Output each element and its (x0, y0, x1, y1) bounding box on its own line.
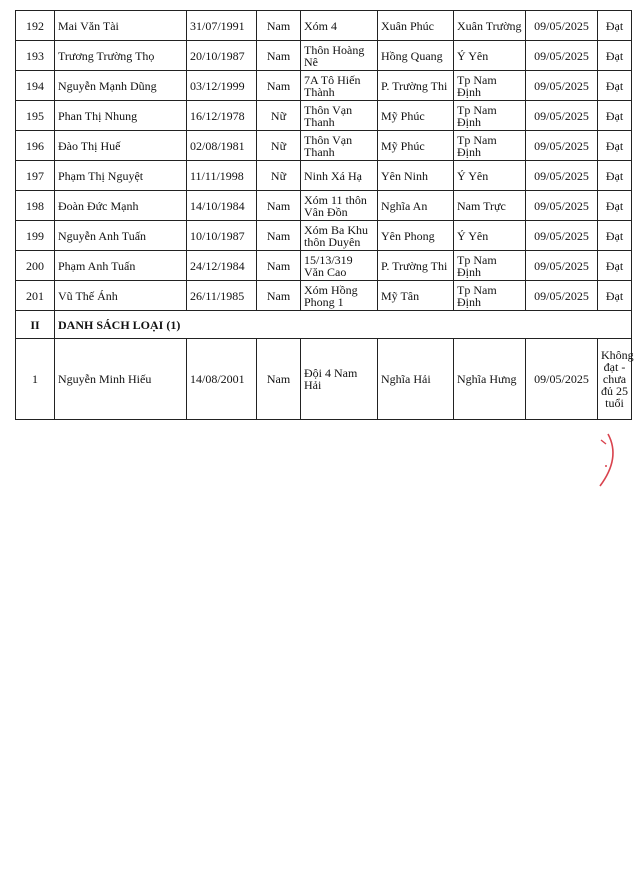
cell-result: Đạt (598, 281, 632, 311)
cell-village: 7A Tô Hiến Thành (301, 71, 378, 101)
cell-district: Tp Nam Định (454, 281, 526, 311)
cell-commune: Mỹ Phúc (378, 131, 454, 161)
cell-village: Thôn Vạn Thanh (301, 101, 378, 131)
cell-village: Ninh Xá Hạ (301, 161, 378, 191)
cell-district: Ý Yên (454, 221, 526, 251)
table-row (16, 221, 632, 251)
cell-result: Đạt (598, 221, 632, 251)
cell-commune: P. Trường Thi (378, 71, 454, 101)
cell-stt: 201 (16, 281, 55, 311)
table-row (16, 281, 632, 311)
table-row (16, 11, 632, 41)
cell-commune: Mỹ Tân (378, 281, 454, 311)
cell-dob: 16/12/1978 (187, 101, 257, 131)
table-row (16, 161, 632, 191)
cell-dob: 31/07/1991 (187, 11, 257, 41)
cell-date: 09/05/2025 (526, 41, 598, 71)
cell-sex: Nam (257, 191, 301, 221)
cell-date: 09/05/2025 (526, 281, 598, 311)
cell-stt: 192 (16, 11, 55, 41)
cell-date: 09/05/2025 (526, 101, 598, 131)
cell-commune: Mỹ Phúc (378, 101, 454, 131)
cell-dob: 14/10/1984 (187, 191, 257, 221)
cell-commune: Nghĩa Hải (378, 339, 454, 420)
cell-stt: 200 (16, 251, 55, 281)
cell-date: 09/05/2025 (526, 339, 598, 420)
cell-result: Đạt (598, 11, 632, 41)
cell-district: Tp Nam Định (454, 71, 526, 101)
cell-district: Tp Nam Định (454, 251, 526, 281)
cell-stt: 194 (16, 71, 55, 101)
cell-dob: 02/08/1981 (187, 131, 257, 161)
cell-stt: 199 (16, 221, 55, 251)
cell-name: Mai Văn Tài (55, 11, 187, 41)
cell-name: Đoàn Đức Mạnh (55, 191, 187, 221)
cell-village: Xóm Ba Khu thôn Duyên (301, 221, 378, 251)
cell-commune: Yên Ninh (378, 161, 454, 191)
cell-sex: Nữ (257, 101, 301, 131)
cell-village: Xóm Hồng Phong 1 (301, 281, 378, 311)
cell-commune: Yên Phong (378, 221, 454, 251)
cell-dob: 24/12/1984 (187, 251, 257, 281)
cell-date: 09/05/2025 (526, 161, 598, 191)
cell-date: 09/05/2025 (526, 191, 598, 221)
cell-village: Đội 4 Nam Hải (301, 339, 378, 420)
cell-sex: Nữ (257, 161, 301, 191)
cell-result: Đạt (598, 191, 632, 221)
cell-result: Đạt (598, 41, 632, 71)
cell-name: Nguyễn Mạnh Dũng (55, 71, 187, 101)
cell-stt: 195 (16, 101, 55, 131)
cell-district: Nghĩa Hưng (454, 339, 526, 420)
cell-result: Đạt (598, 161, 632, 191)
cell-date: 09/05/2025 (526, 71, 598, 101)
table-row (16, 71, 632, 101)
cell-result: Đạt (598, 71, 632, 101)
cell-dob: 10/10/1987 (187, 221, 257, 251)
cell-name: Vũ Thế Ánh (55, 281, 187, 311)
cell-sex: Nữ (257, 131, 301, 161)
cell-sex: Nam (257, 281, 301, 311)
cell-district: Nam Trực (454, 191, 526, 221)
cell-district: Xuân Trường (454, 11, 526, 41)
cell-commune: P. Trường Thi (378, 251, 454, 281)
cell-result: Không đạt - chưa đủ 25 tuổi (598, 339, 632, 420)
cell-district: Tp Nam Định (454, 101, 526, 131)
cell-village: Xóm 11 thôn Vân Đồn (301, 191, 378, 221)
cell-sex: Nam (257, 71, 301, 101)
cell-district: Tp Nam Định (454, 131, 526, 161)
table-row (16, 131, 632, 161)
cell-sex: Nam (257, 221, 301, 251)
cell-date: 09/05/2025 (526, 11, 598, 41)
cell-stt: 193 (16, 41, 55, 71)
cell-dob: 14/08/2001 (187, 339, 257, 420)
cell-result: Đạt (598, 131, 632, 161)
table-row (16, 339, 632, 420)
cell-date: 09/05/2025 (526, 131, 598, 161)
cell-sex: Nam (257, 11, 301, 41)
cell-name: Phạm Anh Tuấn (55, 251, 187, 281)
cell-commune: Nghĩa An (378, 191, 454, 221)
cell-sex: Nam (257, 251, 301, 281)
cell-name: Phan Thị Nhung (55, 101, 187, 131)
cell-sex: Nam (257, 339, 301, 420)
results-table (15, 10, 632, 420)
cell-village: Thôn Hoàng Nê (301, 41, 378, 71)
cell-stt: 1 (16, 339, 55, 420)
section-header-row (16, 311, 632, 339)
cell-name: Đào Thị Huế (55, 131, 187, 161)
cell-village: 15/13/319 Văn Cao (301, 251, 378, 281)
section-title: DANH SÁCH LOẠI (1) (55, 311, 632, 339)
cell-village: Xóm 4 (301, 11, 378, 41)
cell-commune: Xuân Phúc (378, 11, 454, 41)
cell-result: Đạt (598, 101, 632, 131)
section-number: II (16, 311, 55, 339)
cell-name: Nguyễn Anh Tuấn (55, 221, 187, 251)
cell-name: Phạm Thị Nguyệt (55, 161, 187, 191)
cell-stt: 196 (16, 131, 55, 161)
table-row (16, 191, 632, 221)
table-body (16, 11, 632, 420)
cell-date: 09/05/2025 (526, 221, 598, 251)
cell-district: Ý Yên (454, 41, 526, 71)
cell-sex: Nam (257, 41, 301, 71)
cell-stt: 198 (16, 191, 55, 221)
table-row (16, 41, 632, 71)
cell-result: Đạt (598, 251, 632, 281)
red-stamp-mark (594, 432, 620, 488)
table-row (16, 251, 632, 281)
cell-village: Thôn Vạn Thanh (301, 131, 378, 161)
cell-dob: 03/12/1999 (187, 71, 257, 101)
cell-dob: 20/10/1987 (187, 41, 257, 71)
cell-district: Ý Yên (454, 161, 526, 191)
cell-commune: Hồng Quang (378, 41, 454, 71)
cell-name: Trương Trường Thọ (55, 41, 187, 71)
cell-name: Nguyễn Minh Hiếu (55, 339, 187, 420)
table-row (16, 101, 632, 131)
cell-date: 09/05/2025 (526, 251, 598, 281)
cell-stt: 197 (16, 161, 55, 191)
cell-dob: 11/11/1998 (187, 161, 257, 191)
cell-dob: 26/11/1985 (187, 281, 257, 311)
